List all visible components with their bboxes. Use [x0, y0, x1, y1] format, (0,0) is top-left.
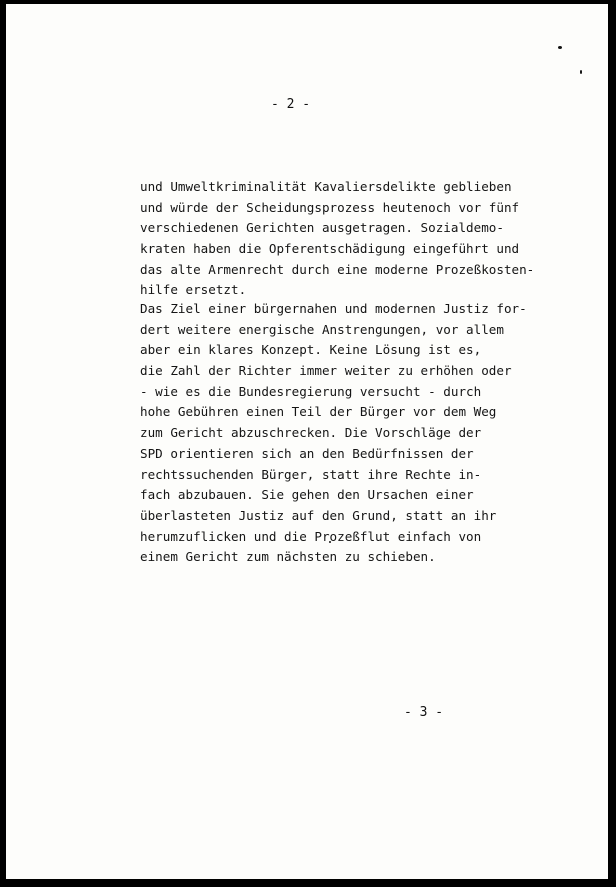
text-line: hohe Gebühren einen Teil der Bürger vor dem Weg	[140, 404, 497, 420]
scan-speck	[580, 70, 582, 74]
text-line: die Zahl der Richter immer weiter zu erhöhen oder	[140, 363, 512, 379]
text-line: aber ein klares Konzept. Keine Lösung ist es,	[140, 342, 482, 358]
text-line: und würde der Scheidungsprozess heutenoch vor fünf	[140, 199, 520, 215]
text-line: Das Ziel einer bürgernahen und modernen Justiz for-	[140, 301, 527, 316]
text-line: hilfe ersetzt.	[140, 282, 247, 298]
document-page	[6, 4, 608, 879]
text-line: zum Gericht abzuschrecken. Die Vorschläge der	[140, 425, 482, 441]
text-line: dert weitere energische Anstrengungen, vor allem	[140, 321, 504, 337]
text-line: fach abzubauen. Sie gehen den Ursachen einer	[140, 487, 474, 503]
scan-speck	[558, 46, 562, 49]
text-line: überlasteten Justiz auf den Grund, statt an ihr	[140, 507, 497, 523]
text-line: kraten haben die Opferentschädigung eingeführt und	[140, 241, 520, 257]
paragraph-2	[140, 299, 527, 568]
text-line: das alte Armenrecht durch eine moderne Prozeßkosten-	[140, 261, 535, 277]
text-line: SPD orientieren sich an den Bedürfnissen der	[140, 445, 474, 461]
text-line: rechtssuchenden Bürger, statt ihre Rechte in-	[140, 466, 482, 482]
text-line: herumzuflicken und die Prozeßflut einfach von	[140, 528, 482, 544]
page-number: - 2 -	[271, 97, 311, 112]
paragraph-1	[140, 177, 535, 301]
text-line: und Umweltkriminalität Kavaliersdelikte geblieben	[140, 179, 512, 194]
text-line: einem Gericht zum nächsten zu schieben.	[140, 549, 436, 565]
text-line: verschiedenen Gerichten ausgetragen. Sozialdemo-	[140, 220, 504, 236]
text-line: - wie es die Bundesregierung versucht - durch	[140, 383, 482, 399]
continuation-marker: - 3 -	[404, 705, 444, 720]
